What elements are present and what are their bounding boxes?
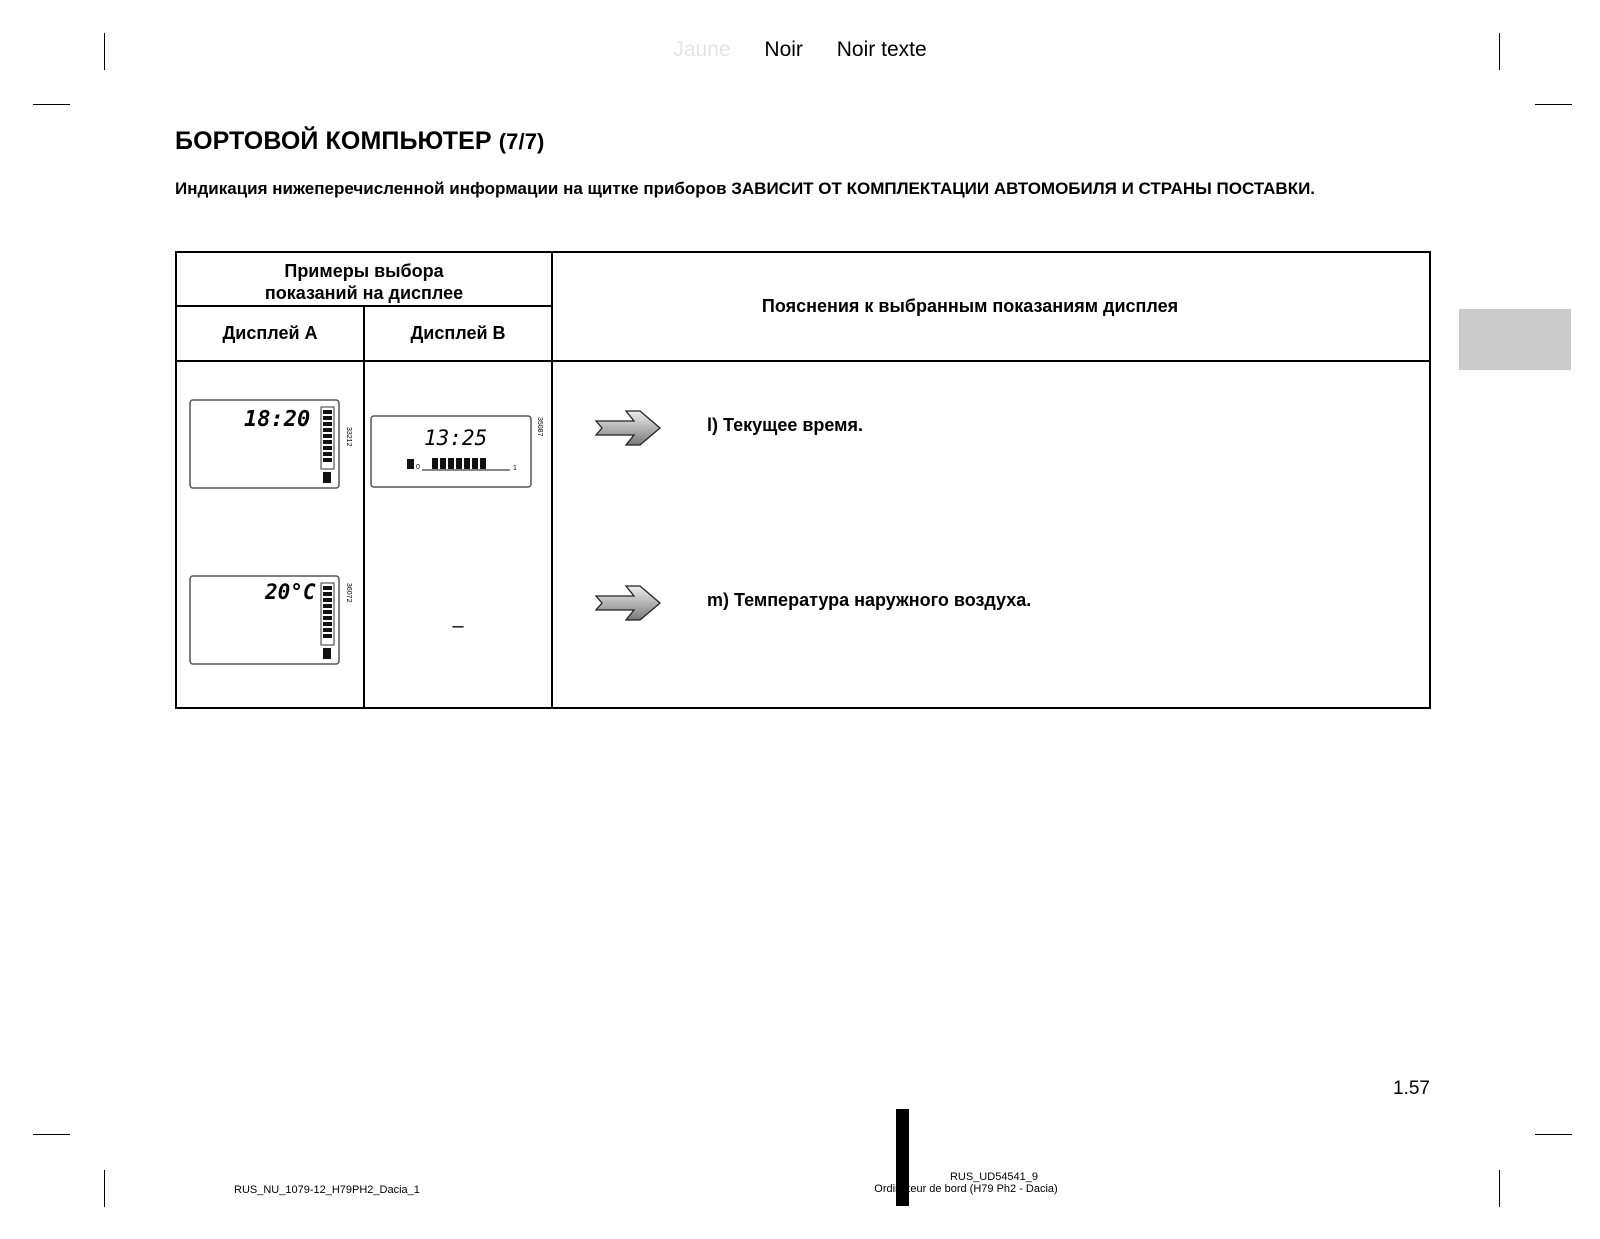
display-b-time-code: 35087 [536,417,543,437]
display-b-not-applicable: – [452,615,464,637]
page-title-text: БОРТОВОЙ КОМПЬЮТЕР [175,127,492,155]
crop-mark [1499,1170,1500,1207]
table-rule [363,305,365,709]
footer-left-code: RUS_NU_1079-12_H79PH2_Dacia_1 [234,1184,420,1196]
display-b-scale-min: 0 [416,464,420,471]
section-tab [1459,309,1571,370]
display-a-temperature-code: 36072 [345,583,352,603]
color-tag-jaune: Jaune [673,38,731,61]
display-b-scale-max: 1 [513,465,517,472]
page-title [175,127,545,156]
explanation-current-time: l) Текущее время. [707,415,863,435]
display-a-temperature-illustration [189,575,351,675]
display-a-temperature-reading: 20°C [265,580,316,604]
display-b-time-illustration [370,403,550,489]
display-a-time-code: 33212 [345,427,352,447]
header-display-b: Дисплей B [410,323,506,343]
color-tag-noir: Noir [764,38,803,61]
crop-mark [1535,104,1572,105]
color-tag-noir-texte: Noir texte [836,38,927,61]
table-rule [177,360,1431,362]
page-title-part: (7/7) [498,129,545,154]
arrow-icon [594,409,664,447]
display-a-time-illustration [189,399,351,499]
display-b-time-reading: 13:25 [424,426,488,450]
footer-center [862,1171,1070,1195]
table-rule [177,305,553,307]
intro-paragraph: Индикация нижеперечисленной информации на щитке приборов ЗАВИСИТ ОТ КОМПЛЕКТАЦИИ АВТОМОБИЛЯ И СТРАНЫ ПОСТАВКИ. [175,179,1316,198]
display-examples-table [175,251,1431,709]
header-examples [177,260,551,304]
crop-mark [33,104,70,105]
fuel-pump-icon [323,648,331,659]
page-number: 1.57 [1393,1078,1430,1099]
crop-mark [33,1134,70,1135]
crop-mark [1535,1134,1572,1135]
display-a-time-reading: 18:20 [244,407,311,432]
color-separation-tags [0,38,1600,62]
crop-mark [104,1170,105,1207]
footer-center-code: RUS_UD54541_9 [949,1171,1039,1183]
explanation-outside-temperature: m) Температура наружного воздуха. [707,590,1032,610]
fuel-pump-icon [323,472,331,483]
header-examples-line1: Примеры выбора [284,261,444,281]
header-explanations: Пояснения к выбранным показаниям дисплея [761,296,1179,316]
arrow-icon [594,584,664,622]
fuel-pump-icon [407,459,414,469]
header-display-a: Дисплей A [222,323,318,343]
table-rule [551,253,553,709]
header-examples-line2: показаний на дисплее [264,283,464,303]
footer-center-description: Ordinateur de bord (H79 Ph2 - Dacia) [874,1183,1058,1195]
